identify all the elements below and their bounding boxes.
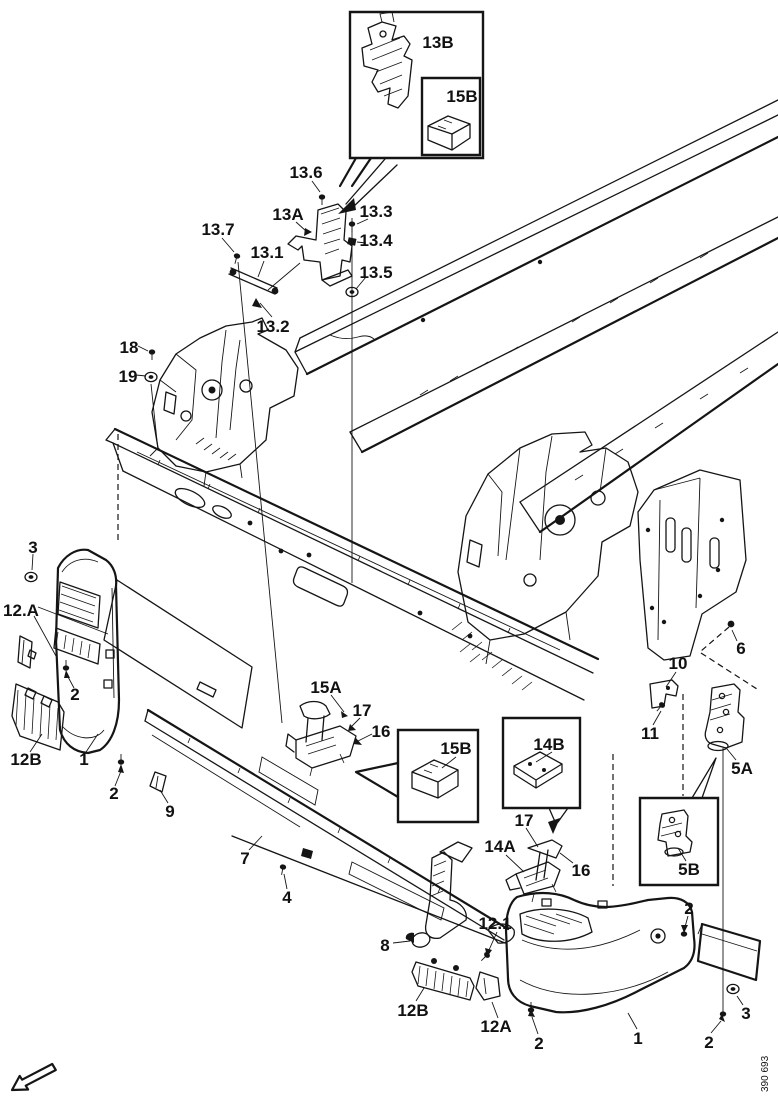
nut-19: [145, 372, 157, 381]
callout-13-3: 13.3: [359, 202, 393, 221]
callout-3-right: 3: [741, 1004, 751, 1023]
callout-10: 10: [668, 654, 688, 673]
right-end-panel: [638, 470, 746, 660]
screw-4: [278, 864, 286, 876]
screw-13-6: [319, 194, 325, 205]
callout-18: 18: [119, 338, 139, 357]
grommet-3-left: [25, 572, 37, 581]
callout-labels: [3, 33, 753, 1053]
callout-17-right: 17: [514, 811, 534, 830]
callout-16-mid: 16: [371, 722, 391, 741]
callout-13b: 13B: [422, 33, 454, 52]
callout-12-1: 12.1: [478, 914, 512, 933]
callout-5b: 5B: [678, 860, 700, 879]
callout-14b: 14B: [533, 735, 565, 754]
callout-3-left: 3: [28, 538, 38, 557]
callout-15b-top: 15B: [446, 87, 478, 106]
clip-13-4: [347, 237, 356, 246]
callout-12b-bottom: 12B: [397, 1001, 429, 1020]
callout-12a-bottom: 12A: [480, 1017, 512, 1036]
travel-direction-arrow-icon: [12, 1064, 56, 1090]
callout-2-bottom-left: 2: [534, 1034, 544, 1053]
screw-18: [149, 349, 155, 360]
callout-13-2: 13.2: [256, 317, 290, 336]
callout-17-mid: 17: [352, 701, 372, 720]
clip-12a-bottom: [476, 972, 500, 1000]
leader-lines: [30, 181, 757, 1034]
rivet-2-left-bottom: [118, 754, 124, 765]
callout-2-left: 2: [70, 685, 80, 704]
clip-4b: [301, 848, 313, 859]
fasteners: [25, 194, 739, 1016]
callout-13-4: 13.4: [359, 231, 393, 250]
bracket-15a: [286, 702, 356, 777]
center-lamp-panel: [452, 432, 638, 690]
callout-8: 8: [380, 936, 390, 955]
callout-7: 7: [240, 849, 250, 868]
grommet-3-right: [727, 984, 739, 993]
callout-1-right: 1: [633, 1029, 643, 1048]
callout-19: 19: [118, 367, 138, 386]
rivet-2-left: [63, 660, 69, 671]
callout-2-top-right: 2: [684, 899, 694, 918]
drawing-number: 390 693: [760, 1055, 771, 1092]
callout-13-1: 13.1: [250, 243, 284, 262]
strip-12b-bottom: [412, 958, 474, 1000]
callout-13-7: 13.7: [201, 220, 235, 239]
callout-1-left: 1: [79, 750, 89, 769]
callout-11: 11: [641, 724, 659, 743]
left-bumper-corner: [54, 550, 252, 753]
inset-box-13b: [338, 12, 483, 214]
callout-6: 6: [736, 639, 746, 658]
bracket-5a: [705, 684, 744, 751]
callout-2-bottom-right: 2: [704, 1033, 714, 1052]
callout-15a: 15A: [310, 678, 342, 697]
callout-4: 4: [282, 888, 292, 907]
left-lamp-panel: [150, 318, 298, 486]
clip-9: [150, 772, 166, 792]
callout-15b-mid: 15B: [440, 739, 472, 758]
callout-5a: 5A: [731, 759, 753, 778]
callout-9: 9: [165, 802, 175, 821]
callout-2-left-bottom: 2: [109, 784, 119, 803]
callout-14a: 14A: [484, 837, 516, 856]
bolt-6: [728, 621, 735, 628]
rivet-2-bottom-right: [720, 1006, 726, 1017]
callout-13a: 13A: [272, 205, 304, 224]
callout-13-5: 13.5: [359, 263, 393, 282]
callout-16-right: 16: [571, 861, 591, 880]
callout-12b-left: 12B: [10, 750, 42, 769]
right-bumper-corner: [506, 893, 760, 1012]
callout-12a-left: 12.A: [3, 601, 39, 620]
screw-13-3: [349, 221, 355, 232]
screw-13-7: [232, 253, 241, 265]
strip-12a-left: [18, 636, 36, 668]
callout-13-6: 13.6: [289, 163, 323, 182]
